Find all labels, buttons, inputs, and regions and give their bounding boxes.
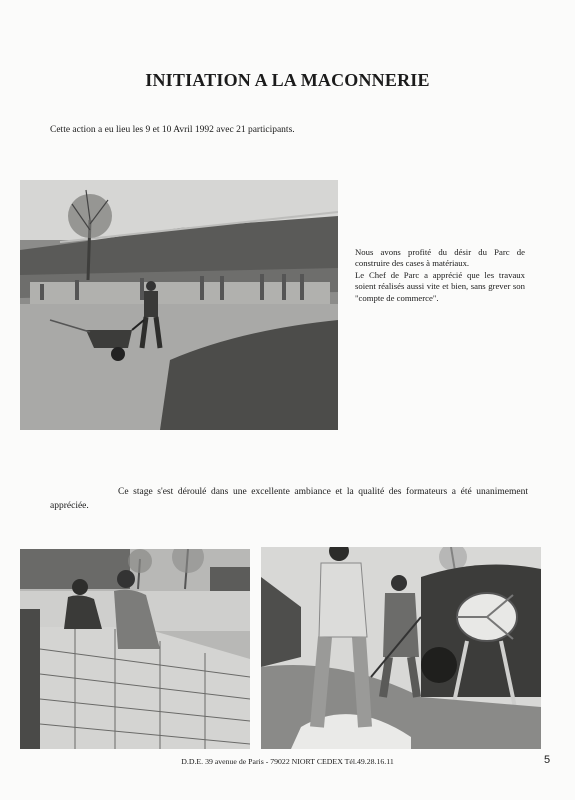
middle-paragraph: Ce stage s'est déroulé dans une excellente ambiance et la qualité des formateurs a été unanimement appréciée.: [50, 487, 528, 511]
photo-block-wall: [20, 549, 250, 749]
intro-text: Cette action a eu lieu les 9 et 10 Avril 1992 avec 21 participants.: [50, 125, 295, 135]
photo-concrete-mixer: [261, 547, 541, 749]
photo-wheelbarrow-worksite: [20, 180, 338, 430]
page-number: 5: [544, 754, 551, 766]
page-title: INITIATION A LA MACONNERIE: [145, 70, 430, 90]
side-paragraph-1: Nous avons profité du désir du Parc de construire des cases à matériaux.: [355, 247, 525, 269]
side-text-block: [355, 247, 525, 304]
page-footer: D.D.E. 39 avenue de Paris - 79022 NIORT CEDEX Tél.49.28.16.11: [181, 757, 394, 766]
side-paragraph-2: Le Chef de Parc a apprécié que les travaux soient réalisés aussi vite et bien, sans grever son "compte de commerce".: [355, 269, 525, 303]
